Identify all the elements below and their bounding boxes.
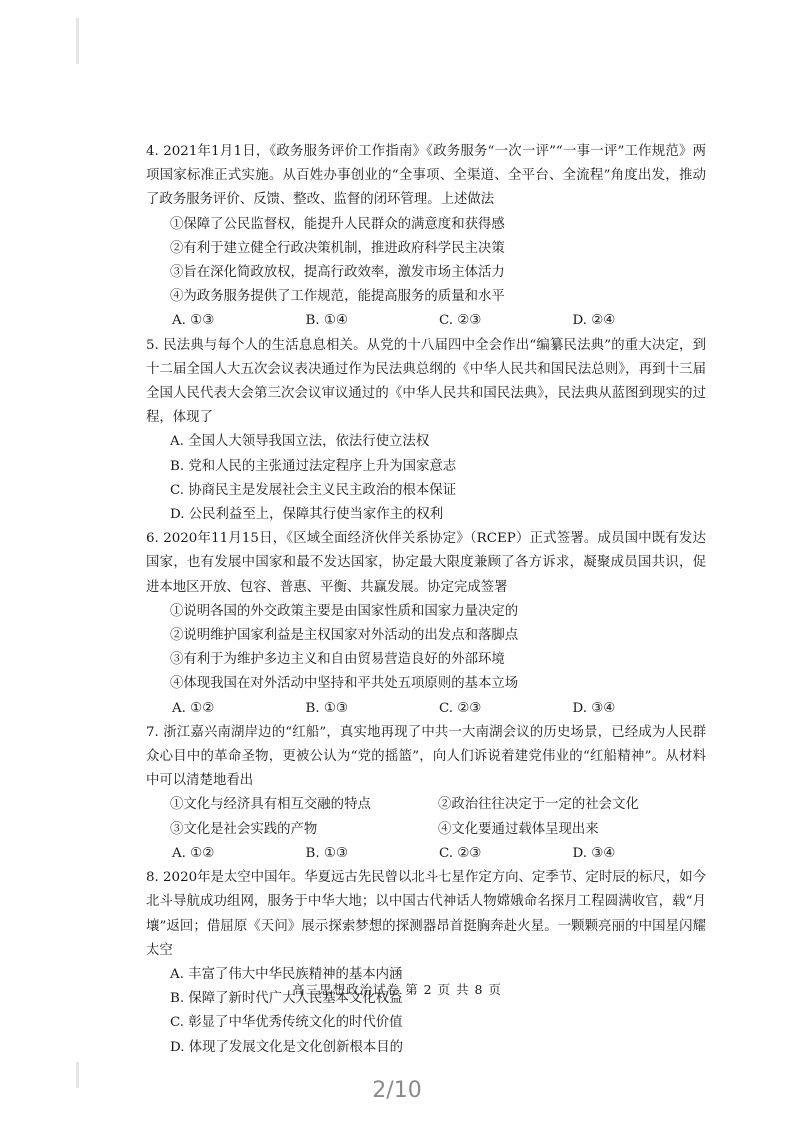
option-c: C. 协商民主是发展社会主义民主政治的根本保证 (170, 482, 457, 498)
option-a: A. 全国人大领导我国立法，依法行使立法权 (170, 434, 430, 450)
choice-a: A. ①② (172, 700, 215, 716)
option-b: B. 保障了新时代广大人民基本文化权益 (170, 991, 403, 1007)
statement-3: ③有利于为维护多边主义和自由贸易营造良好的外部环境 (170, 652, 505, 668)
statement-row (146, 818, 706, 842)
choice-d: D. ③④ (572, 845, 616, 861)
choice-b: B. ①③ (305, 845, 348, 861)
answer-choices (146, 309, 706, 333)
statement-1: ①文化与经济具有相互交融的特点 (170, 797, 371, 813)
choice-c: C. ②③ (439, 845, 482, 861)
statement-2: ②说明维护国家利益是主权国家对外活动的出发点和落脚点 (170, 628, 519, 644)
statement-3: ③文化是社会实践的产物 (170, 821, 318, 837)
statement-1: ①说明各国的外交政策主要是由国家性质和国家力量决定的 (170, 603, 519, 619)
option-d: D. 公民利益至上，保障其行使当家作主的权利 (170, 507, 444, 523)
choice-d: D. ③④ (572, 700, 616, 716)
question-7 (146, 721, 706, 866)
choice-c: C. ②③ (439, 313, 482, 329)
choice-b: B. ①④ (305, 313, 348, 329)
statement-2: ②有利于建立健全行政决策机制，推进政府科学民主决策 (170, 240, 505, 256)
statement-4: ④文化要通过载体呈现出来 (438, 821, 599, 837)
question-5 (146, 334, 706, 528)
option-b: B. 党和人民的主张通过法定程序上升为国家意志 (170, 458, 457, 474)
choice-a: A. ①③ (172, 313, 215, 329)
question-6 (146, 527, 706, 721)
question-stem: 8. 2020年是太空中国年。华夏远古先民曾以北斗七星作定方向、定季节、定时辰的标尺，如今北斗导航成功组网，服务于中华大地；以中国古代神话人物嫦娥命名探月工程圆满收官，载“月壤”返回；借屈原《天问》展示探索梦想的探测器昂首挺胸奔赴火星。一颗颗亮丽的中国星闪耀太空 (146, 870, 706, 958)
choice-c: C. ②③ (439, 700, 482, 716)
statement-4: ④为政务服务提供了工作规范，能提高服务的质量和水平 (170, 289, 505, 305)
statement-row (146, 793, 706, 817)
question-4 (146, 140, 706, 334)
answer-choices (146, 697, 706, 721)
choice-d: D. ②④ (572, 313, 616, 329)
choice-a: A. ①② (172, 845, 215, 861)
option-a: A. 丰富了伟大中华民族精神的基本内涵 (170, 966, 403, 982)
statement-3: ③旨在深化简政放权，提高行政效率，激发市场主体活力 (170, 265, 505, 281)
question-stem: 6. 2020年11月15日，《区域全面经济伙伴关系协定》（RCEP）正式签署。成员国中既有发达国家，也有发展中国家和最不发达国家，协定最大限度兼顾了各方诉求，凝聚成员国共识，促进本地区开放、包容、普惠、平衡、共赢发展。协定完成签署 (146, 531, 706, 595)
option-d: D. 体现了发展文化是文化创新根本目的 (170, 1039, 404, 1055)
option-c: C. 彰显了中华优秀传统文化的时代价值 (170, 1015, 403, 1031)
page-footer: 高三思想政治试卷 第 2 页 共 8 页 (292, 982, 502, 997)
question-stem: 4. 2021年1月1日，《政务服务评价工作指南》《政务服务“一次一评”“一事一评”工作规范》两项国家标准正式实施。从百姓办事创业的“全事项、全渠道、全平台、全流程”角度出发，推动了政务服务评价、反馈、整改、监督的闭环管理。上述做法 (146, 144, 706, 208)
scan-edge-mark (76, 18, 79, 64)
statement-2: ②政治往往决定于一定的社会文化 (438, 797, 639, 813)
question-8 (146, 866, 706, 1060)
exam-page (146, 140, 706, 1060)
question-stem: 5. 民法典与每个人的生活息息相关。从党的十八届四中全会作出“编纂民法典”的重大决定，到十二届全国人大五次会议表决通过作为民法典总纲的《中华人民共和国民法总则》，再到十三届全国人民代表大会第三次会议审议通过的《中华人民共和国民法典》，民法典从蓝图到现实的过程，体现了 (146, 337, 706, 426)
choice-b: B. ①③ (305, 700, 348, 716)
question-stem: 7. 浙江嘉兴南湖岸边的“红船”，真实地再现了中共一大南湖会议的历史场景，已经成为人民群众心目中的革命圣物，更被公认为“党的摇篮”，向人们诉说着建党伟业的“红船精神”。从材料中可以清楚地看出 (146, 724, 706, 789)
statement-4: ④体现我国在对外活动中坚持和平共处五项原则的基本立场 (170, 676, 519, 692)
answer-choices (146, 842, 706, 866)
statement-1: ①保障了公民监督权，能提升人民群众的满意度和获得感 (170, 216, 505, 232)
page-indicator: 2/10 (372, 1078, 422, 1103)
